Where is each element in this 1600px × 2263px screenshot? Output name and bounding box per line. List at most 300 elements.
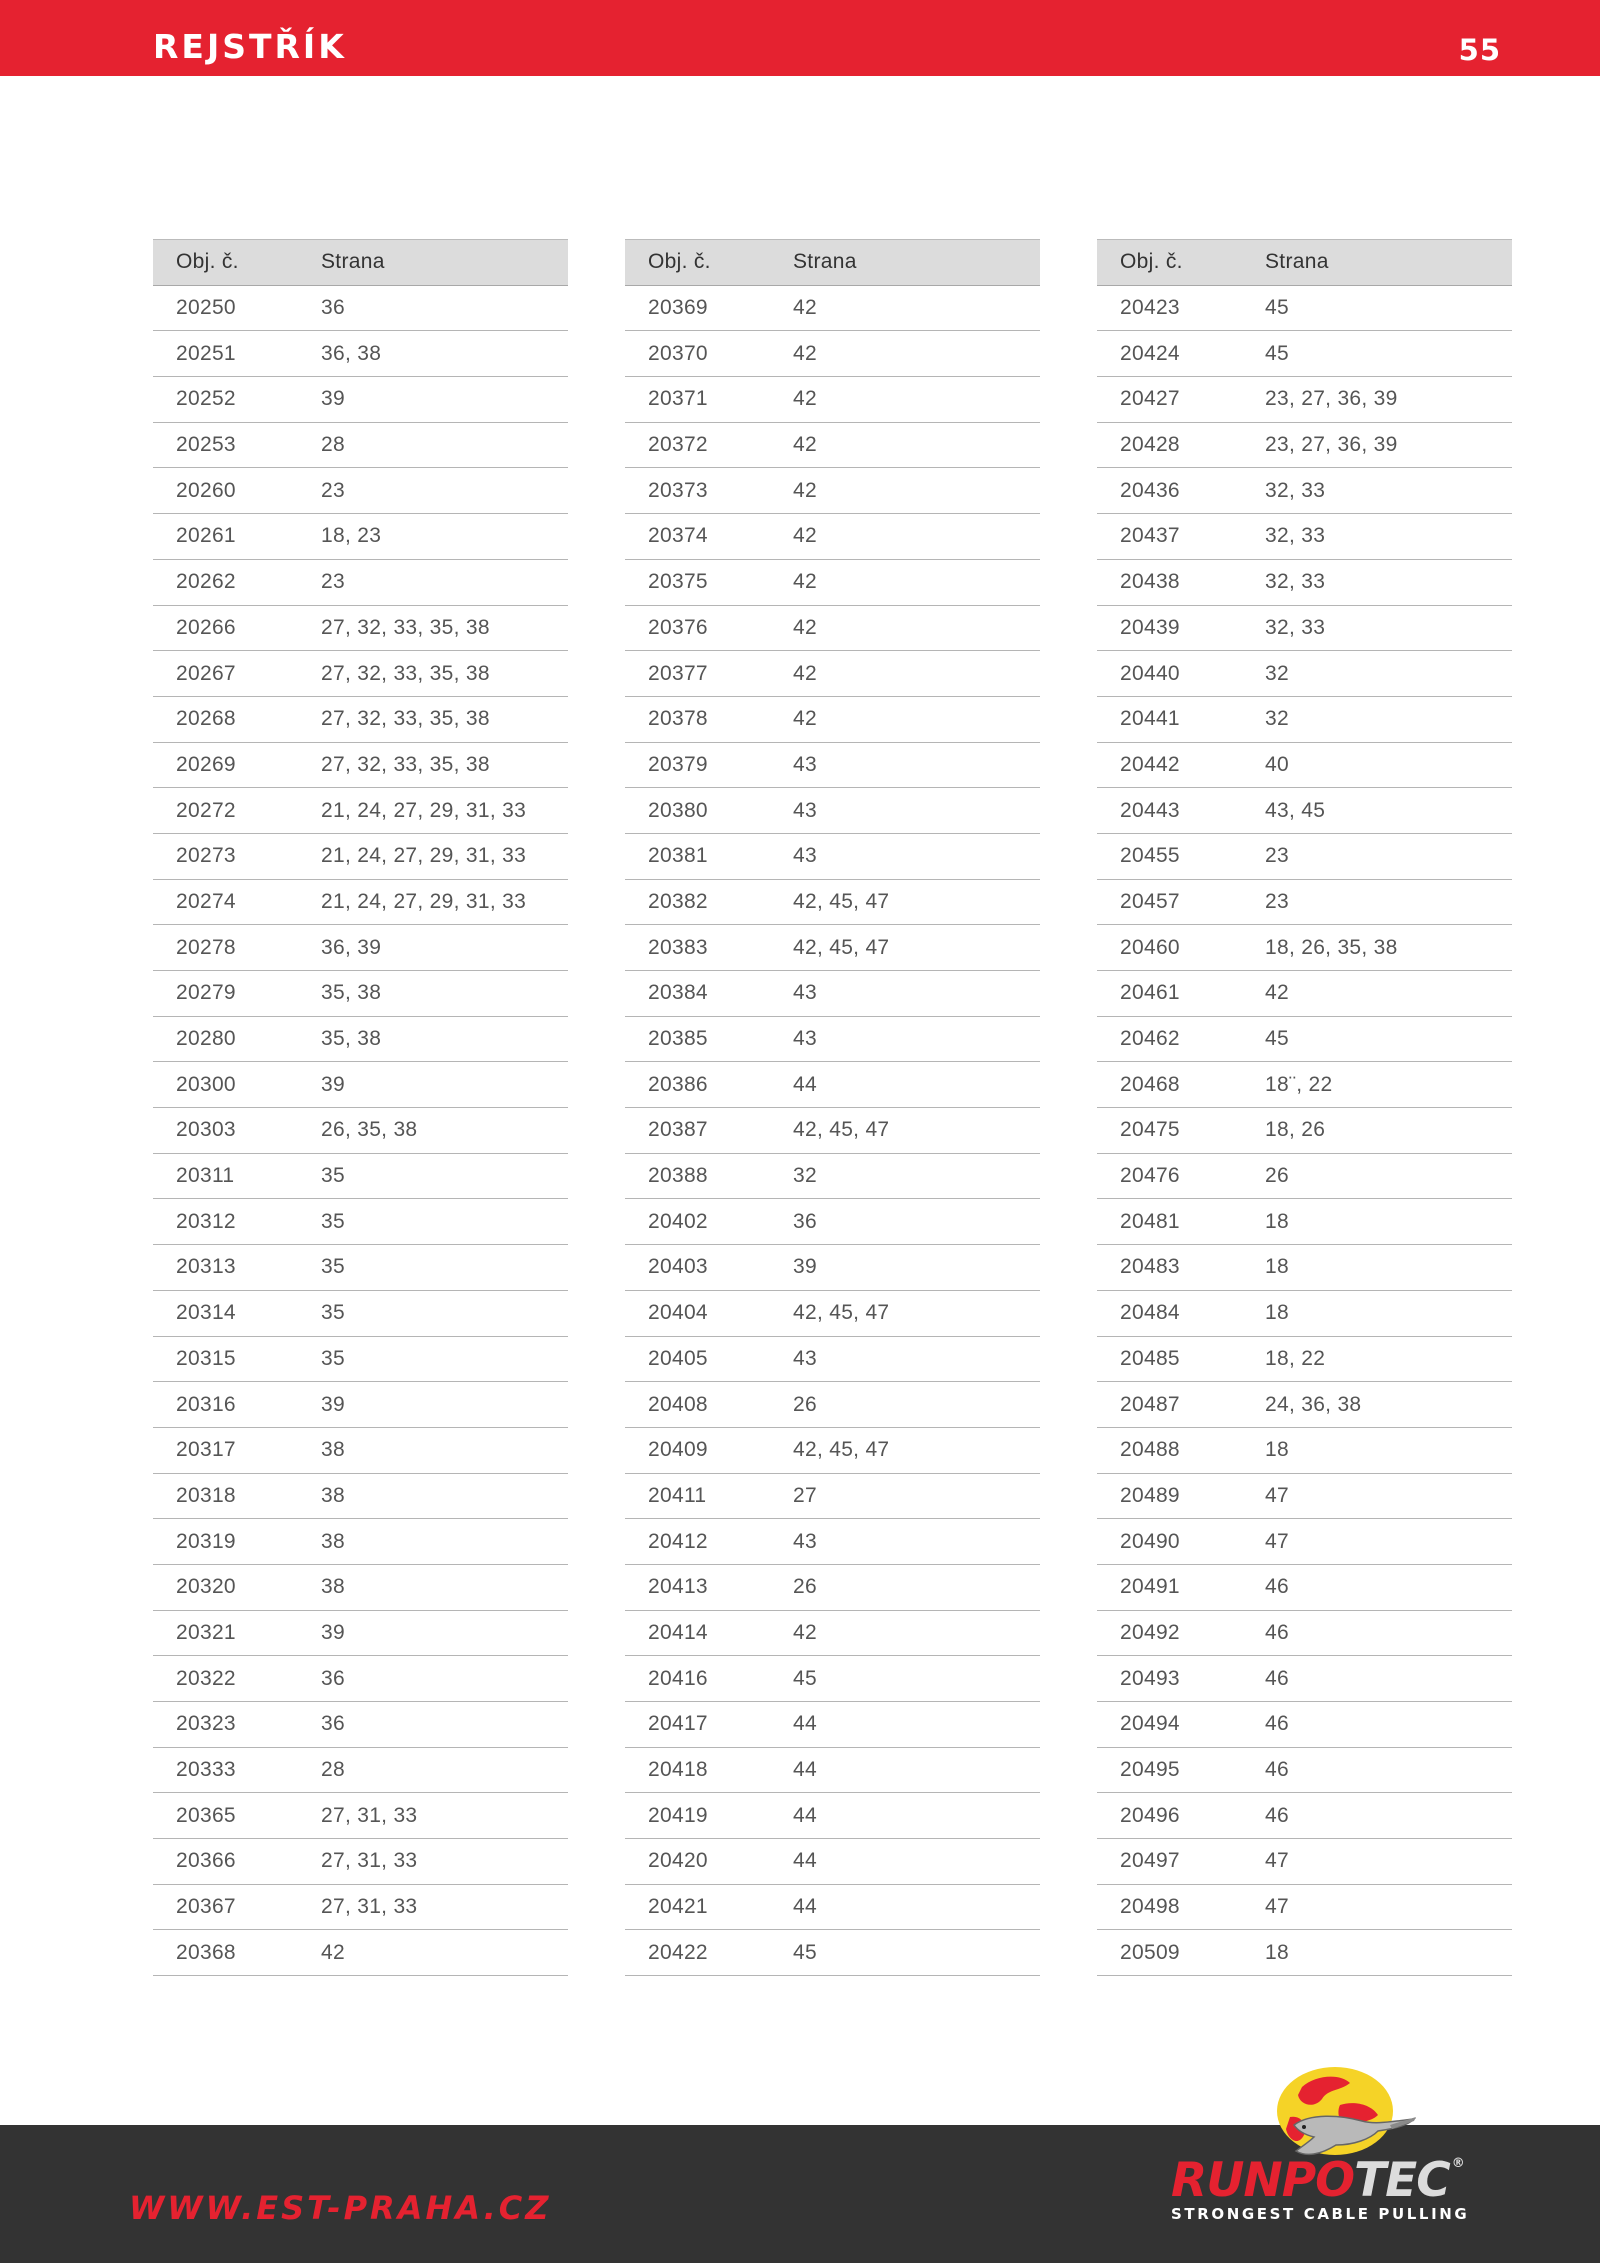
item-code: 20441 <box>1097 696 1242 742</box>
page-refs: 47 <box>1242 1473 1512 1519</box>
item-code: 20424 <box>1097 331 1242 377</box>
page-refs: 39 <box>298 1062 568 1108</box>
item-code: 20476 <box>1097 1153 1242 1199</box>
page-refs: 35 <box>298 1245 568 1291</box>
page-refs: 26, 35, 38 <box>298 1108 568 1154</box>
table-row <box>153 1610 568 1656</box>
table-row <box>153 696 568 742</box>
page-refs: 28 <box>298 422 568 468</box>
page-refs: 42, 45, 47 <box>770 925 1040 971</box>
table-row <box>153 971 568 1017</box>
item-code: 20483 <box>1097 1245 1242 1291</box>
table-row <box>1097 971 1512 1017</box>
page-refs: 36, 38 <box>298 331 568 377</box>
item-code: 20475 <box>1097 1108 1242 1154</box>
table-row <box>1097 285 1512 331</box>
item-code: 20439 <box>1097 605 1242 651</box>
table-row <box>153 1930 568 1976</box>
page-refs: 38 <box>298 1564 568 1610</box>
column-header-code: Obj. č. <box>1097 240 1242 286</box>
item-code: 20367 <box>153 1884 298 1930</box>
table-row <box>153 1199 568 1245</box>
table-row <box>1097 1016 1512 1062</box>
table-row <box>153 605 568 651</box>
page-refs: 43 <box>770 742 1040 788</box>
item-code: 20487 <box>1097 1382 1242 1428</box>
page-refs: 43 <box>770 1519 1040 1565</box>
table-row <box>153 1793 568 1839</box>
table-row <box>625 1062 1040 1108</box>
table-row <box>625 285 1040 331</box>
index-table-3 <box>1097 239 1512 1976</box>
page-refs: 46 <box>1242 1702 1512 1748</box>
page-refs: 18, 22 <box>1242 1336 1512 1382</box>
page-refs: 32, 33 <box>1242 514 1512 560</box>
page-refs: 42 <box>1242 971 1512 1017</box>
page-refs: 43 <box>770 833 1040 879</box>
table-row <box>1097 788 1512 834</box>
item-code: 20442 <box>1097 742 1242 788</box>
item-code: 20417 <box>625 1702 770 1748</box>
item-code: 20268 <box>153 696 298 742</box>
page-refs: 27, 32, 33, 35, 38 <box>298 651 568 697</box>
table-row <box>153 377 568 423</box>
table-row <box>153 651 568 697</box>
item-code: 20455 <box>1097 833 1242 879</box>
page-number: 55 <box>1458 33 1501 67</box>
table-row <box>625 1884 1040 1930</box>
table-row <box>1097 1930 1512 1976</box>
page-refs: 18 <box>1242 1930 1512 1976</box>
page-refs: 46 <box>1242 1793 1512 1839</box>
item-code: 20319 <box>153 1519 298 1565</box>
column-header-page: Strana <box>298 240 568 286</box>
item-code: 20312 <box>153 1199 298 1245</box>
item-code: 20387 <box>625 1108 770 1154</box>
table-row <box>153 1153 568 1199</box>
item-code: 20321 <box>153 1610 298 1656</box>
table-row <box>1097 422 1512 468</box>
page-refs: 44 <box>770 1062 1040 1108</box>
page-refs: 39 <box>298 1610 568 1656</box>
index-table-1 <box>153 239 568 1976</box>
item-code: 20371 <box>625 377 770 423</box>
page-refs: 38 <box>298 1427 568 1473</box>
page-refs: 47 <box>1242 1519 1512 1565</box>
page-title: REJSTŘÍK <box>153 27 347 66</box>
page-refs: 27, 31, 33 <box>298 1793 568 1839</box>
page-refs: 45 <box>1242 285 1512 331</box>
page-refs: 43 <box>770 971 1040 1017</box>
page-refs: 21, 24, 27, 29, 31, 33 <box>298 879 568 925</box>
table-row <box>153 1473 568 1519</box>
table-row <box>153 833 568 879</box>
table-row <box>1097 605 1512 651</box>
table-row <box>1097 1153 1512 1199</box>
table-row <box>625 422 1040 468</box>
item-code: 20428 <box>1097 422 1242 468</box>
page-refs: 32, 33 <box>1242 605 1512 651</box>
table-row <box>625 468 1040 514</box>
item-code: 20484 <box>1097 1290 1242 1336</box>
table-row <box>625 605 1040 651</box>
table-row <box>1097 468 1512 514</box>
table-row <box>625 1153 1040 1199</box>
item-code: 20368 <box>153 1930 298 1976</box>
page-refs: 44 <box>770 1747 1040 1793</box>
page-refs: 42, 45, 47 <box>770 879 1040 925</box>
table-row <box>625 1199 1040 1245</box>
item-code: 20373 <box>625 468 770 514</box>
table-row <box>153 1839 568 1885</box>
page-refs: 43 <box>770 1016 1040 1062</box>
table-row <box>1097 1108 1512 1154</box>
page-refs: 35, 38 <box>298 1016 568 1062</box>
item-code: 20481 <box>1097 1199 1242 1245</box>
page-refs: 35 <box>298 1153 568 1199</box>
item-code: 20460 <box>1097 925 1242 971</box>
page-refs: 44 <box>770 1793 1040 1839</box>
page-refs: 43 <box>770 1336 1040 1382</box>
item-code: 20485 <box>1097 1336 1242 1382</box>
item-code: 20314 <box>153 1290 298 1336</box>
page-refs: 40 <box>1242 742 1512 788</box>
page-refs: 45 <box>1242 331 1512 377</box>
item-code: 20333 <box>153 1747 298 1793</box>
item-code: 20491 <box>1097 1564 1242 1610</box>
table-row <box>1097 833 1512 879</box>
item-code: 20376 <box>625 605 770 651</box>
table-row <box>625 1839 1040 1885</box>
item-code: 20494 <box>1097 1702 1242 1748</box>
table-row <box>625 1336 1040 1382</box>
item-code: 20378 <box>625 696 770 742</box>
item-code: 20413 <box>625 1564 770 1610</box>
page-refs: 18 <box>1242 1290 1512 1336</box>
table-row <box>625 833 1040 879</box>
item-code: 20274 <box>153 879 298 925</box>
item-code: 20323 <box>153 1702 298 1748</box>
table-row <box>625 971 1040 1017</box>
table-row <box>1097 925 1512 971</box>
table-row <box>1097 696 1512 742</box>
page-refs: 18, 26, 35, 38 <box>1242 925 1512 971</box>
page-refs: 18, 26 <box>1242 1108 1512 1154</box>
table-row <box>153 1290 568 1336</box>
item-code: 20377 <box>625 651 770 697</box>
item-code: 20386 <box>625 1062 770 1108</box>
item-code: 20374 <box>625 514 770 560</box>
table-row <box>1097 1427 1512 1473</box>
page-refs: 18, 23 <box>298 514 568 560</box>
table-row <box>625 514 1040 560</box>
table-row <box>625 879 1040 925</box>
table-row <box>625 1793 1040 1839</box>
item-code: 20253 <box>153 422 298 468</box>
table-row <box>153 1427 568 1473</box>
item-code: 20383 <box>625 925 770 971</box>
page-refs: 39 <box>770 1245 1040 1291</box>
page-refs: 43, 45 <box>1242 788 1512 834</box>
page-refs: 23 <box>1242 879 1512 925</box>
item-code: 20414 <box>625 1610 770 1656</box>
page-refs: 26 <box>770 1564 1040 1610</box>
page-refs: 44 <box>770 1702 1040 1748</box>
table-row <box>153 1564 568 1610</box>
column-header-page: Strana <box>1242 240 1512 286</box>
page-refs: 44 <box>770 1839 1040 1885</box>
item-code: 20509 <box>1097 1930 1242 1976</box>
brand-tagline: STRONGEST CABLE PULLING <box>1171 2205 1470 2223</box>
page-refs: 39 <box>298 377 568 423</box>
table-row <box>625 559 1040 605</box>
page-refs: 32, 33 <box>1242 559 1512 605</box>
item-code: 20438 <box>1097 559 1242 605</box>
table-row <box>625 1016 1040 1062</box>
table-row <box>153 1336 568 1382</box>
item-code: 20498 <box>1097 1884 1242 1930</box>
column-header-page: Strana <box>770 240 1040 286</box>
table-row <box>1097 1245 1512 1291</box>
item-code: 20316 <box>153 1382 298 1428</box>
page-refs: 45 <box>1242 1016 1512 1062</box>
item-code: 20278 <box>153 925 298 971</box>
page-refs: 32 <box>1242 696 1512 742</box>
item-code: 20409 <box>625 1427 770 1473</box>
page-refs: 47 <box>1242 1839 1512 1885</box>
table-row <box>153 925 568 971</box>
page-refs: 42 <box>770 696 1040 742</box>
page-refs: 45 <box>770 1930 1040 1976</box>
table-row <box>625 1382 1040 1428</box>
page-refs: 35 <box>298 1290 568 1336</box>
item-code: 20303 <box>153 1108 298 1154</box>
item-code: 20266 <box>153 605 298 651</box>
page-refs: 28 <box>298 1747 568 1793</box>
page-refs: 42 <box>770 285 1040 331</box>
index-table-2 <box>625 239 1040 1976</box>
item-code: 20411 <box>625 1473 770 1519</box>
table-row <box>625 1702 1040 1748</box>
table-row <box>153 1062 568 1108</box>
page-refs: 42, 45, 47 <box>770 1427 1040 1473</box>
page-refs: 42 <box>770 468 1040 514</box>
table-row <box>625 1427 1040 1473</box>
page-refs: 42 <box>298 1930 568 1976</box>
item-code: 20279 <box>153 971 298 1017</box>
item-code: 20437 <box>1097 514 1242 560</box>
table-header-row <box>1097 240 1512 286</box>
item-code: 20388 <box>625 1153 770 1199</box>
item-code: 20382 <box>625 879 770 925</box>
brand-name: RUNPOTEC ® <box>1171 2153 1464 2208</box>
item-code: 20365 <box>153 1793 298 1839</box>
column-header-code: Obj. č. <box>625 240 770 286</box>
table-row <box>1097 1199 1512 1245</box>
page-refs: 46 <box>1242 1564 1512 1610</box>
table-row <box>153 1747 568 1793</box>
table-row <box>1097 651 1512 697</box>
item-code: 20404 <box>625 1290 770 1336</box>
table-row <box>153 1656 568 1702</box>
item-code: 20273 <box>153 833 298 879</box>
item-code: 20418 <box>625 1747 770 1793</box>
item-code: 20421 <box>625 1884 770 1930</box>
item-code: 20416 <box>625 1656 770 1702</box>
item-code: 20269 <box>153 742 298 788</box>
page-refs: 36, 39 <box>298 925 568 971</box>
page-refs: 42, 45, 47 <box>770 1290 1040 1336</box>
item-code: 20495 <box>1097 1747 1242 1793</box>
page-refs: 18¨, 22 <box>1242 1062 1512 1108</box>
website-link[interactable]: WWW.EST-PRAHA.CZ <box>129 2189 552 2227</box>
item-code: 20420 <box>625 1839 770 1885</box>
page-refs: 38 <box>298 1473 568 1519</box>
table-row <box>153 331 568 377</box>
item-code: 20379 <box>625 742 770 788</box>
page-refs: 23 <box>1242 833 1512 879</box>
item-code: 20370 <box>625 331 770 377</box>
item-code: 20315 <box>153 1336 298 1382</box>
page-refs: 27, 32, 33, 35, 38 <box>298 742 568 788</box>
page-refs: 24, 36, 38 <box>1242 1382 1512 1428</box>
item-code: 20408 <box>625 1382 770 1428</box>
column-header-code: Obj. č. <box>153 240 298 286</box>
item-code: 20493 <box>1097 1656 1242 1702</box>
item-code: 20488 <box>1097 1427 1242 1473</box>
table-row <box>625 925 1040 971</box>
item-code: 20384 <box>625 971 770 1017</box>
item-code: 20402 <box>625 1199 770 1245</box>
table-row <box>153 1519 568 1565</box>
table-row <box>625 1747 1040 1793</box>
page-refs: 36 <box>298 1656 568 1702</box>
item-code: 20369 <box>625 285 770 331</box>
item-code: 20251 <box>153 331 298 377</box>
item-code: 20317 <box>153 1427 298 1473</box>
table-row <box>153 788 568 834</box>
table-row <box>153 1016 568 1062</box>
table-row <box>1097 1884 1512 1930</box>
table-header-row <box>625 240 1040 286</box>
item-code: 20443 <box>1097 788 1242 834</box>
item-code: 20280 <box>153 1016 298 1062</box>
page-refs: 46 <box>1242 1610 1512 1656</box>
brand-logo <box>1165 2065 1505 2225</box>
table-row <box>153 1884 568 1930</box>
page-refs: 18 <box>1242 1245 1512 1291</box>
item-code: 20461 <box>1097 971 1242 1017</box>
table-row <box>625 1473 1040 1519</box>
table-row <box>1097 1062 1512 1108</box>
table-row <box>1097 1564 1512 1610</box>
item-code: 20457 <box>1097 879 1242 925</box>
table-row <box>625 651 1040 697</box>
table-row <box>153 514 568 560</box>
item-code: 20440 <box>1097 651 1242 697</box>
page-refs: 42 <box>770 377 1040 423</box>
table-row <box>625 696 1040 742</box>
page-refs: 42 <box>770 331 1040 377</box>
item-code: 20405 <box>625 1336 770 1382</box>
table-row <box>625 1519 1040 1565</box>
item-code: 20261 <box>153 514 298 560</box>
page-refs: 26 <box>1242 1153 1512 1199</box>
table-row <box>625 1610 1040 1656</box>
table-row <box>1097 1610 1512 1656</box>
table-row <box>1097 1702 1512 1748</box>
page-refs: 42 <box>770 651 1040 697</box>
table-row <box>1097 1793 1512 1839</box>
item-code: 20262 <box>153 559 298 605</box>
item-code: 20272 <box>153 788 298 834</box>
item-code: 20372 <box>625 422 770 468</box>
table-row <box>153 468 568 514</box>
item-code: 20423 <box>1097 285 1242 331</box>
page-refs: 35, 38 <box>298 971 568 1017</box>
table-row <box>153 1702 568 1748</box>
item-code: 20490 <box>1097 1519 1242 1565</box>
item-code: 20313 <box>153 1245 298 1291</box>
table-row <box>1097 1839 1512 1885</box>
table-row <box>625 1108 1040 1154</box>
table-row <box>625 331 1040 377</box>
page-refs: 42 <box>770 559 1040 605</box>
table-row <box>153 1245 568 1291</box>
item-code: 20375 <box>625 559 770 605</box>
item-code: 20412 <box>625 1519 770 1565</box>
page-refs: 27 <box>770 1473 1040 1519</box>
page-refs: 44 <box>770 1884 1040 1930</box>
page-refs: 27, 31, 33 <box>298 1884 568 1930</box>
table-row <box>153 879 568 925</box>
page-refs: 27, 31, 33 <box>298 1839 568 1885</box>
page-refs: 23, 27, 36, 39 <box>1242 377 1512 423</box>
table-row <box>1097 1473 1512 1519</box>
table-row <box>625 1564 1040 1610</box>
page-header <box>0 0 1600 76</box>
table-row <box>1097 1336 1512 1382</box>
item-code: 20267 <box>153 651 298 697</box>
item-code: 20492 <box>1097 1610 1242 1656</box>
page-refs: 47 <box>1242 1884 1512 1930</box>
item-code: 20366 <box>153 1839 298 1885</box>
item-code: 20311 <box>153 1153 298 1199</box>
page-refs: 32 <box>770 1153 1040 1199</box>
item-code: 20403 <box>625 1245 770 1291</box>
page-refs: 21, 24, 27, 29, 31, 33 <box>298 788 568 834</box>
item-code: 20252 <box>153 377 298 423</box>
page-refs: 42 <box>770 1610 1040 1656</box>
table-row <box>1097 1382 1512 1428</box>
page-refs: 27, 32, 33, 35, 38 <box>298 605 568 651</box>
item-code: 20250 <box>153 285 298 331</box>
table-row <box>1097 1290 1512 1336</box>
page-refs: 42, 45, 47 <box>770 1108 1040 1154</box>
table-row <box>153 422 568 468</box>
page-refs: 38 <box>298 1519 568 1565</box>
page-refs: 42 <box>770 422 1040 468</box>
item-code: 20489 <box>1097 1473 1242 1519</box>
item-code: 20385 <box>625 1016 770 1062</box>
item-code: 20320 <box>153 1564 298 1610</box>
page-refs: 18 <box>1242 1427 1512 1473</box>
page-refs: 27, 32, 33, 35, 38 <box>298 696 568 742</box>
item-code: 20322 <box>153 1656 298 1702</box>
table-row <box>1097 742 1512 788</box>
page-refs: 42 <box>770 605 1040 651</box>
page-refs: 21, 24, 27, 29, 31, 33 <box>298 833 568 879</box>
